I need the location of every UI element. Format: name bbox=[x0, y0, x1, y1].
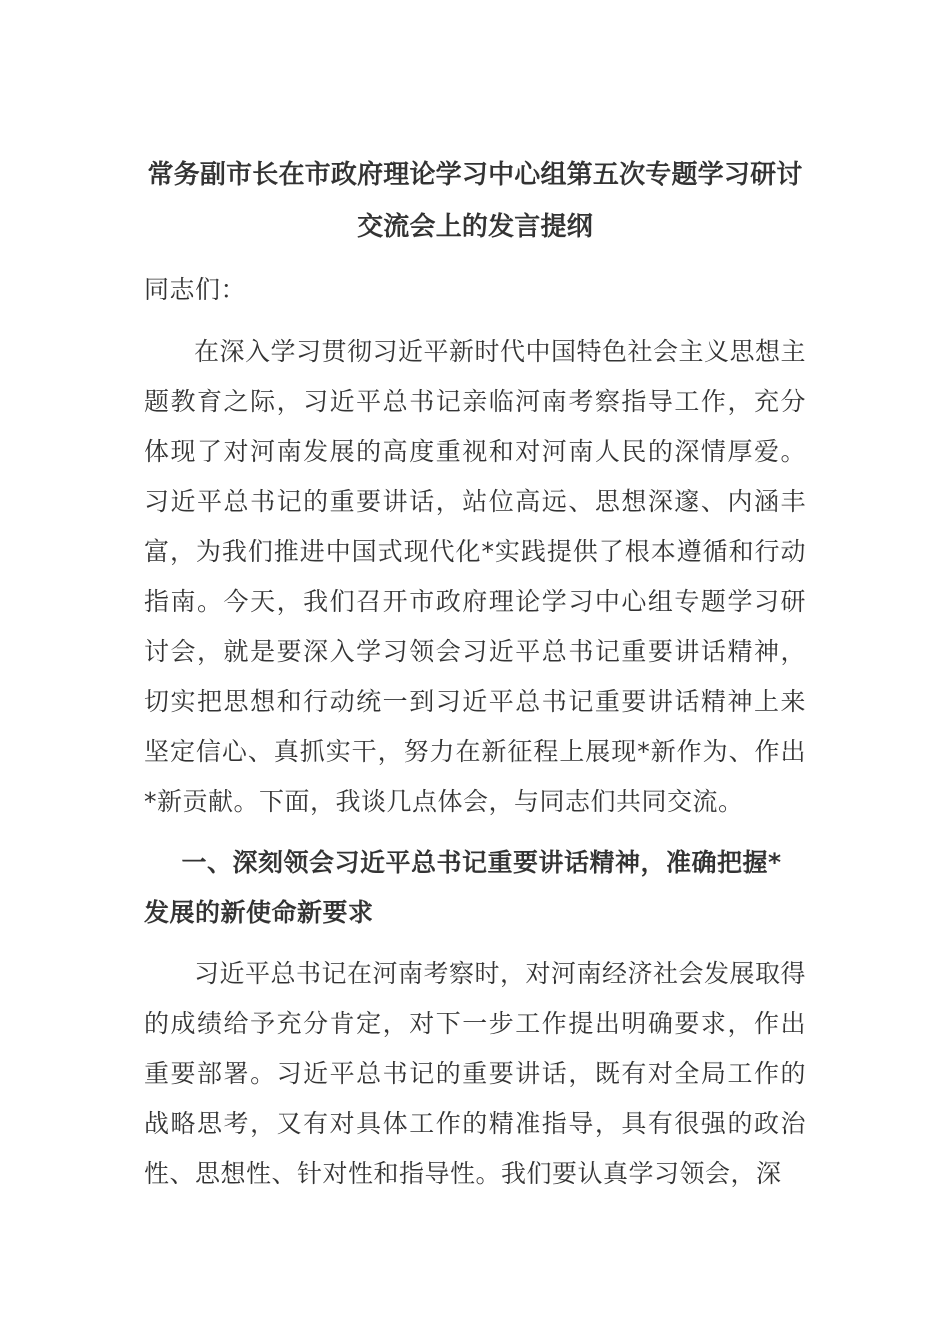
document-title bbox=[144, 149, 806, 253]
paragraph-section-1: 习近平总书记在河南考察时，对河南经济社会发展取得的成绩给予充分肯定，对下一步工作提出明确要求，作出重要部署。习近平总书记的重要讲话，既有对全局工作的战略思考，又有对具体工作的精准指导，具有很强的政治性、思想性、针对性和指导性。我们要认真学习领会，深 bbox=[144, 959, 807, 1188]
title-line-1: 常务副市长在市政府理论学习中心组第五次专题学习研讨 bbox=[147, 160, 803, 190]
document-body bbox=[144, 149, 806, 1199]
section-heading-1: 一、深刻领会习近平总书记重要讲话精神，准确把握*发展的新使命新要求 bbox=[144, 848, 782, 927]
salutation: 同志们： bbox=[144, 275, 247, 304]
title-line-2: 交流会上的发言提纲 bbox=[357, 212, 593, 242]
paragraph-intro: 在深入学习贯彻习近平新时代中国特色社会主义思想主题教育之际，习近平总书记亲临河南考察指导工作，充分体现了对河南发展的高度重视和对河南人民的深情厚爱。习近平总书记的重要讲话，站位高远、思想深邃、内涵丰富，为我们推进中国式现代化*实践提供了根本遵循和行动指南。今天，我们召开市政府理论学习中心组专题学习研讨会，就是要深入学习领会习近平总书记重要讲话精神，切实把思想和行动统一到习近平总书记重要讲话精神上来坚定信心、真抓实干，努力在新征程上展现*新作为、作出*新贡献。下面，我谈几点体会，与同志们共同交流。 bbox=[144, 337, 807, 816]
